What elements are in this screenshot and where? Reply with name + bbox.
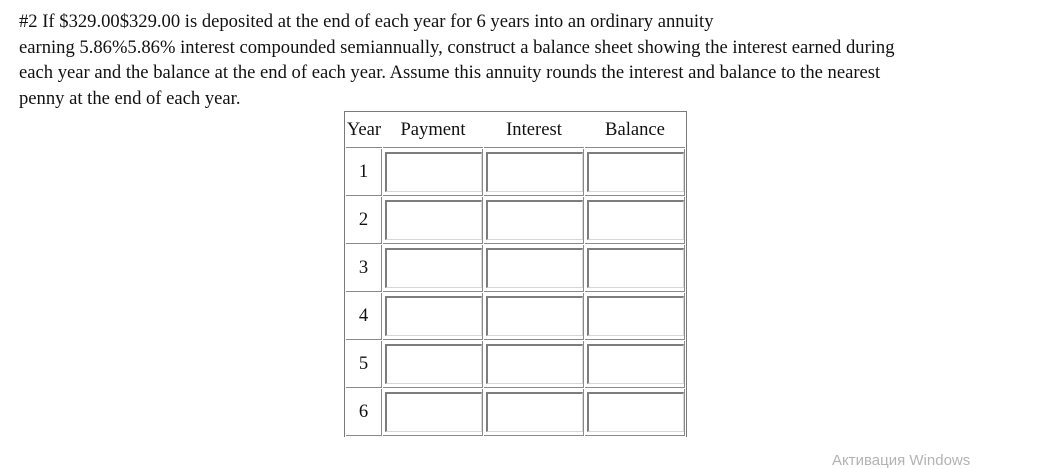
table-row: [346, 197, 685, 244]
interest-input-year-3[interactable]: [486, 248, 583, 288]
balance-input-year-1[interactable]: [587, 152, 684, 192]
table-row: [346, 149, 685, 196]
interest-input-year-1[interactable]: [486, 152, 583, 192]
payment-input-year-1[interactable]: [385, 152, 482, 192]
problem-line: each year and the balance at the end of each year. Assume this annuity rounds the interest and balance to the nearest: [19, 62, 881, 84]
year-cell: 5: [346, 341, 382, 388]
payment-input-year-6[interactable]: [385, 392, 482, 432]
payment-input-year-2[interactable]: [385, 200, 482, 240]
interest-input-year-5[interactable]: [486, 344, 583, 384]
payment-input-year-5[interactable]: [385, 344, 482, 384]
problem-line: #2 If $329.00$329.00 is deposited at the end of each year for 6 years into an ordinary annuity: [19, 11, 714, 32]
balance-input-year-5[interactable]: [587, 344, 684, 384]
year-cell: 3: [346, 245, 382, 292]
balance-sheet-table: [344, 111, 687, 437]
header-interest: Interest: [484, 113, 584, 148]
problem-line: penny at the end of each year.: [19, 87, 241, 109]
table-header-row: [346, 113, 685, 148]
payment-input-year-4[interactable]: [385, 296, 482, 336]
table-row: [346, 245, 685, 292]
table-row: [346, 341, 685, 388]
balance-input-year-3[interactable]: [587, 248, 684, 288]
year-cell: 4: [346, 293, 382, 340]
balance-input-year-6[interactable]: [587, 392, 684, 432]
problem-statement: [19, 9, 1019, 111]
payment-input-year-3[interactable]: [385, 248, 482, 288]
interest-input-year-4[interactable]: [486, 296, 583, 336]
balance-input-year-2[interactable]: [587, 200, 684, 240]
windows-activation-watermark: Активация Windows: [832, 452, 971, 469]
header-year: Year: [346, 113, 382, 148]
year-cell: 2: [346, 197, 382, 244]
interest-input-year-2[interactable]: [486, 200, 583, 240]
problem-line: earning 5.86%5.86% interest compounded semiannually, construct a balance sheet showing the interest earned during: [19, 36, 895, 58]
header-balance: Balance: [585, 113, 685, 148]
table-row: [346, 389, 685, 436]
balance-input-year-4[interactable]: [587, 296, 684, 336]
interest-input-year-6[interactable]: [486, 392, 583, 432]
year-cell: 1: [346, 149, 382, 196]
year-cell: 6: [346, 389, 382, 436]
table-row: [346, 293, 685, 340]
header-payment: Payment: [383, 113, 483, 148]
